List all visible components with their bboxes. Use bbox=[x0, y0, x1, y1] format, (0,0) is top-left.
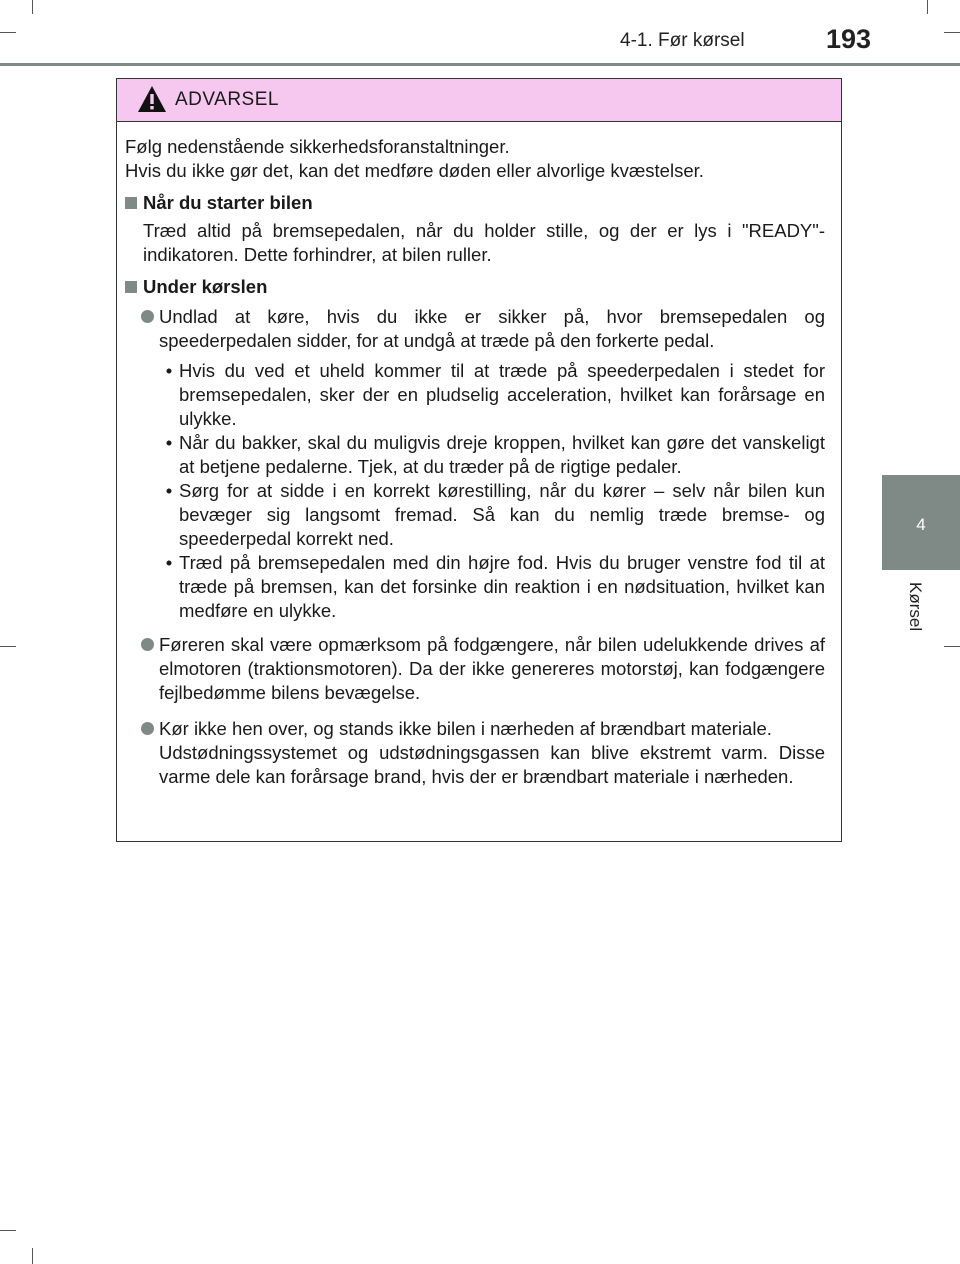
page-number: 193 bbox=[826, 24, 872, 54]
bullet-text: Udstødningssystemet og udstødningsgassen kan blive ekstremt varm. Disse varme dele kan forårsage brand, hvis der er brændbart materiale i nærheden. bbox=[159, 742, 825, 787]
section-heading-text: Når du starter bilen bbox=[143, 192, 313, 213]
crop-mark bbox=[32, 0, 33, 14]
bullet-text: Kør ikke hen over, og stands ikke bilen i nærheden af brændbart materiale. bbox=[159, 718, 772, 739]
circle-bullet-icon bbox=[141, 310, 154, 323]
intro-line: Hvis du ikke gør det, kan det medføre døden eller alvorlige kvæstelser. bbox=[125, 160, 704, 181]
crop-mark bbox=[0, 646, 16, 647]
chapter-tab bbox=[882, 475, 960, 570]
dot-bullet-icon: • bbox=[165, 480, 173, 501]
warning-header bbox=[117, 79, 841, 122]
circle-bullet-icon bbox=[141, 638, 154, 651]
list-item bbox=[141, 717, 825, 789]
section-text: Træd altid på bremsepedalen, når du holder stille, og der er lys i "READY"-indikatoren. Dette forhindrer, at bilen ruller. bbox=[143, 220, 825, 265]
square-bullet-icon bbox=[125, 281, 137, 293]
crop-mark bbox=[944, 646, 960, 647]
sub-list-item: • Når du bakker, skal du muligvis dreje kroppen, hvilket kan gøre det vanskeligt at betjene pedalerne. Tjek, at du træder på de rigtige pedaler. bbox=[159, 431, 825, 479]
sub-list bbox=[159, 359, 825, 623]
chapter-number: 4 bbox=[916, 515, 926, 534]
circle-bullet-icon bbox=[141, 722, 154, 735]
warning-body bbox=[117, 122, 841, 789]
dot-bullet-icon: • bbox=[165, 552, 173, 573]
list-item bbox=[141, 633, 825, 705]
section-heading bbox=[125, 275, 825, 299]
intro-line: Følg nedenstående sikkerhedsforanstaltninger. bbox=[125, 136, 510, 157]
sub-list-item: • Hvis du ved et uheld kommer til at træde på speederpedalen i stedet for bremsepedalen, sker der en pludselig acceleration, hvilket kan forårsage en ulykke. bbox=[159, 359, 825, 431]
crop-mark bbox=[32, 1248, 33, 1264]
bullet-text: Undlad at køre, hvis du ikke er sikker på, hvor bremsepedalen og speederpedalen sidder, for at undgå at træde på den forkerte pedal. bbox=[159, 306, 825, 351]
crop-mark bbox=[944, 32, 960, 33]
section-starting bbox=[125, 191, 825, 267]
dot-bullet-icon: • bbox=[165, 432, 173, 453]
sub-list-item: • Sørg for at sidde i en korrekt kørestilling, når du kører – selv når bilen kun bevæger sig langsomt fremad. Så kan du nemlig træde bremse- og speederpedal korrekt ned. bbox=[159, 479, 825, 551]
bullet-text: Føreren skal være opmærksom på fodgængere, når bilen udelukkende drives af elmotoren (traktionsmotoren). Da der ikke genereres motorstøj, kan fodgængere fejlbedømme bilens bevægelse. bbox=[159, 634, 825, 703]
list-item bbox=[141, 305, 825, 627]
crop-mark bbox=[927, 0, 928, 14]
intro bbox=[125, 135, 825, 183]
section-driving bbox=[125, 275, 825, 789]
crop-mark bbox=[0, 1230, 16, 1231]
dot-bullet-icon: • bbox=[165, 360, 173, 381]
section-label: 4-1. Før kørsel bbox=[620, 30, 745, 51]
section-heading bbox=[125, 191, 825, 215]
warning-box bbox=[116, 78, 842, 842]
warning-title: ADVARSEL bbox=[175, 89, 279, 110]
warning-triangle-icon bbox=[137, 85, 167, 118]
chapter-label: Kørsel bbox=[906, 582, 925, 632]
crop-mark bbox=[0, 32, 16, 33]
sub-list-item: • Træd på bremsepedalen med din højre fod. Hvis du bruger venstre fod til at træde på bremsen, kan det forsinke din reaktion i en nødsituation, hvilket kan medføre en ulykke. bbox=[159, 551, 825, 623]
section-heading-text: Under kørslen bbox=[143, 276, 268, 297]
square-bullet-icon bbox=[125, 197, 137, 209]
header-rule bbox=[0, 63, 960, 66]
